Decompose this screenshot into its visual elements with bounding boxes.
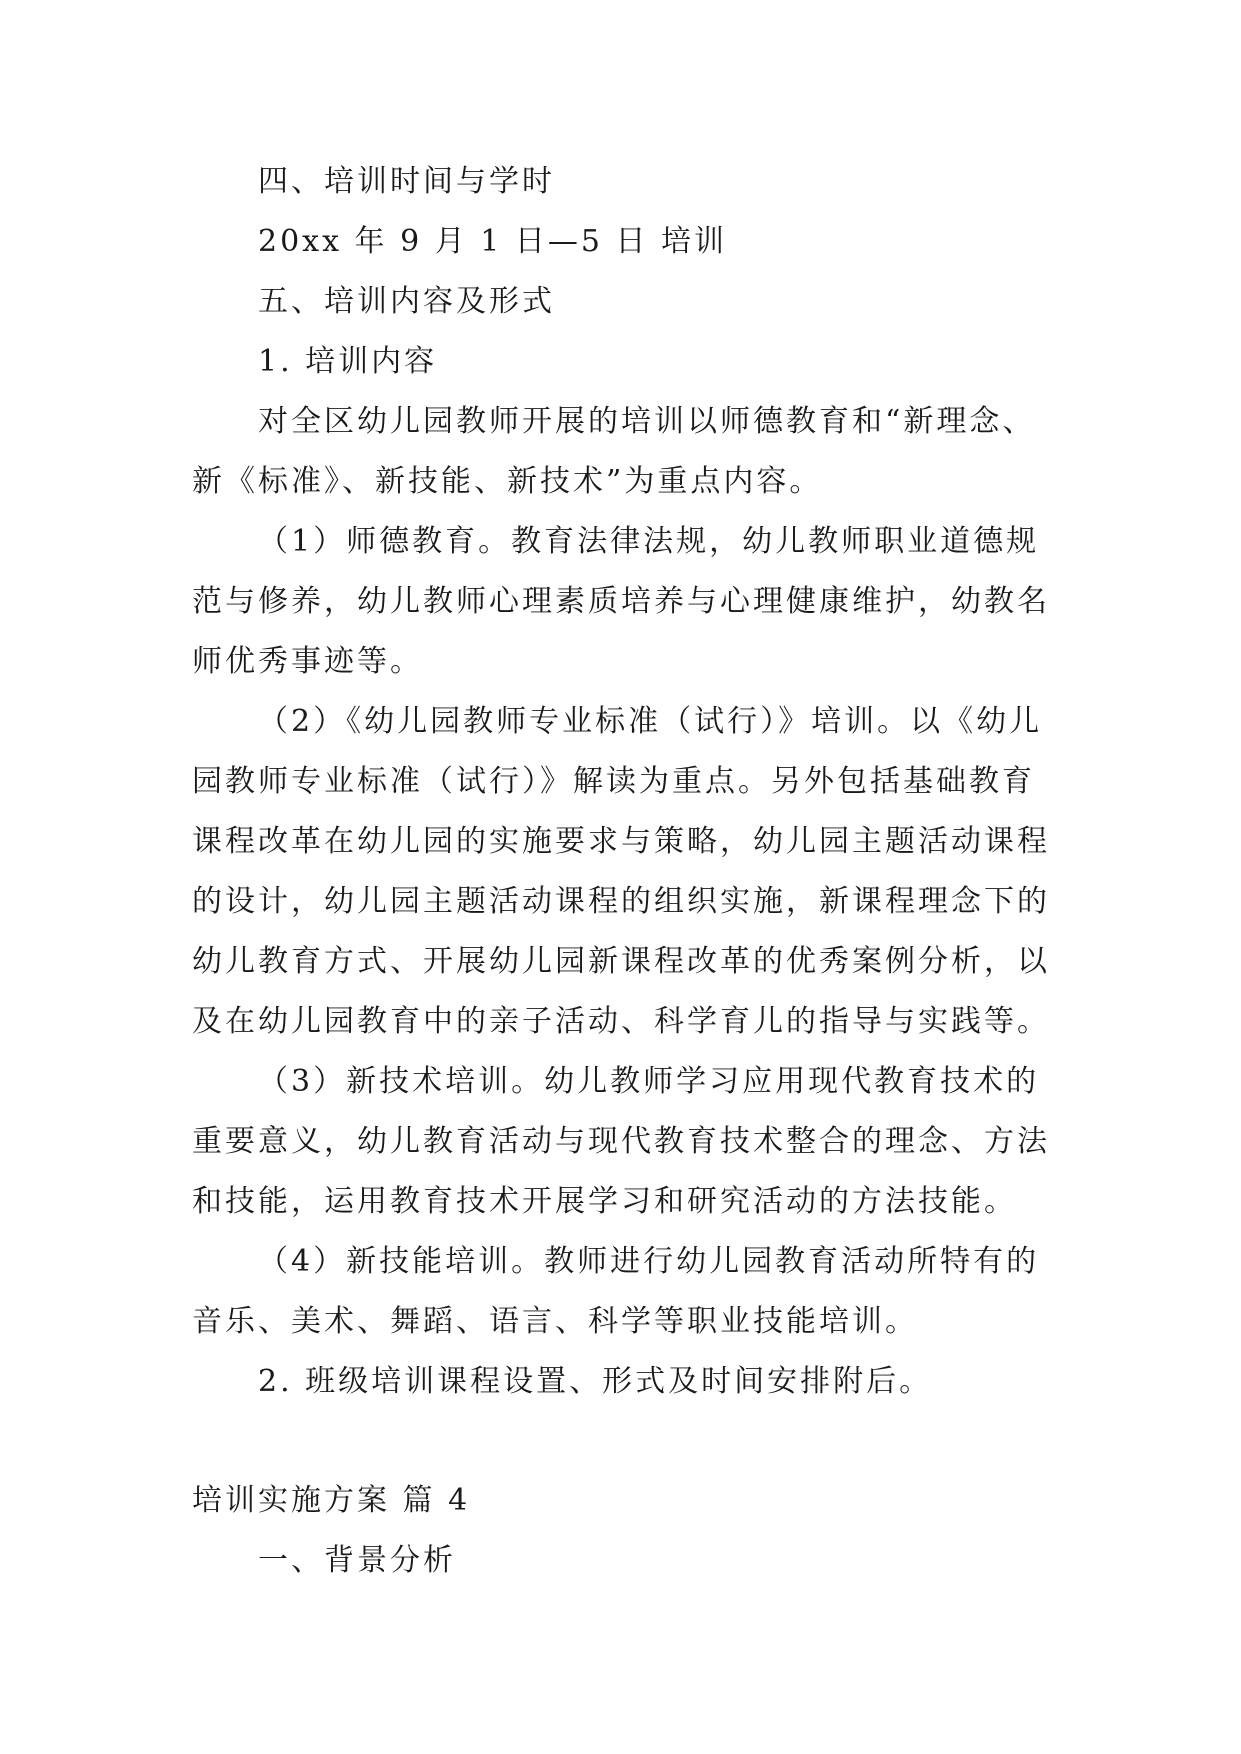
heading-background: 一、背景分析: [258, 1543, 456, 1578]
paragraph-line: 的设计，幼儿园主题活动课程的组织实施，新课程理念下的: [192, 884, 1050, 919]
paragraph-line: 新《标准》、新技能、新技术”为重点内容。: [192, 464, 823, 499]
training-date-text: 20xx 年 9 月 1 日—5 日 培训: [258, 224, 728, 259]
paragraph-line: 幼儿教育方式、开展幼儿园新课程改革的优秀案例分析，以: [192, 944, 1050, 979]
paragraph-line: 师优秀事迹等。: [192, 644, 423, 679]
paragraph-line: （4）新技能培训。教师进行幼儿园教育活动所特有的: [258, 1244, 1040, 1279]
paragraph-line: 和技能，运用教育技术开展学习和研究活动的方法技能。: [192, 1184, 1017, 1219]
paragraph-line: （2）《幼儿园教师专业标准（试行）》培训。以《幼儿: [258, 704, 1043, 739]
heading-training-content: 五、培训内容及形式: [258, 284, 555, 319]
heading-training-time: 四、培训时间与学时: [258, 164, 555, 199]
paragraph-line: 范与修养，幼儿教师心理素质培养与心理健康维护，幼教名: [192, 584, 1050, 619]
subheading-schedule: 2. 班级培训课程设置、形式及时间安排附后。: [258, 1364, 933, 1399]
paragraph-line: 对全区幼儿园教师开展的培训以师德教育和“新理念、: [258, 404, 1036, 439]
paragraph-line: 及在幼儿园教育中的亲子活动、科学育儿的指导与实践等。: [192, 1004, 1050, 1039]
paragraph-line: 音乐、美术、舞蹈、语言、科学等职业技能培训。: [192, 1304, 918, 1339]
paragraph-line: 重要意义，幼儿教育活动与现代教育技术整合的理念、方法: [192, 1124, 1050, 1159]
paragraph-line: 园教师专业标准（试行）》解读为重点。另外包括基础教育: [192, 764, 1035, 799]
paragraph-line: （1）师德教育。教育法律法规，幼儿教师职业道德规: [258, 524, 1040, 559]
subheading-content: 1. 培训内容: [258, 344, 438, 379]
paragraph-line: 课程改革在幼儿园的实施要求与策略，幼儿园主题活动课程: [192, 824, 1050, 859]
paragraph-line: （3）新技术培训。幼儿教师学习应用现代教育技术的: [258, 1064, 1040, 1099]
section-title: 培训实施方案 篇 4: [192, 1483, 471, 1518]
